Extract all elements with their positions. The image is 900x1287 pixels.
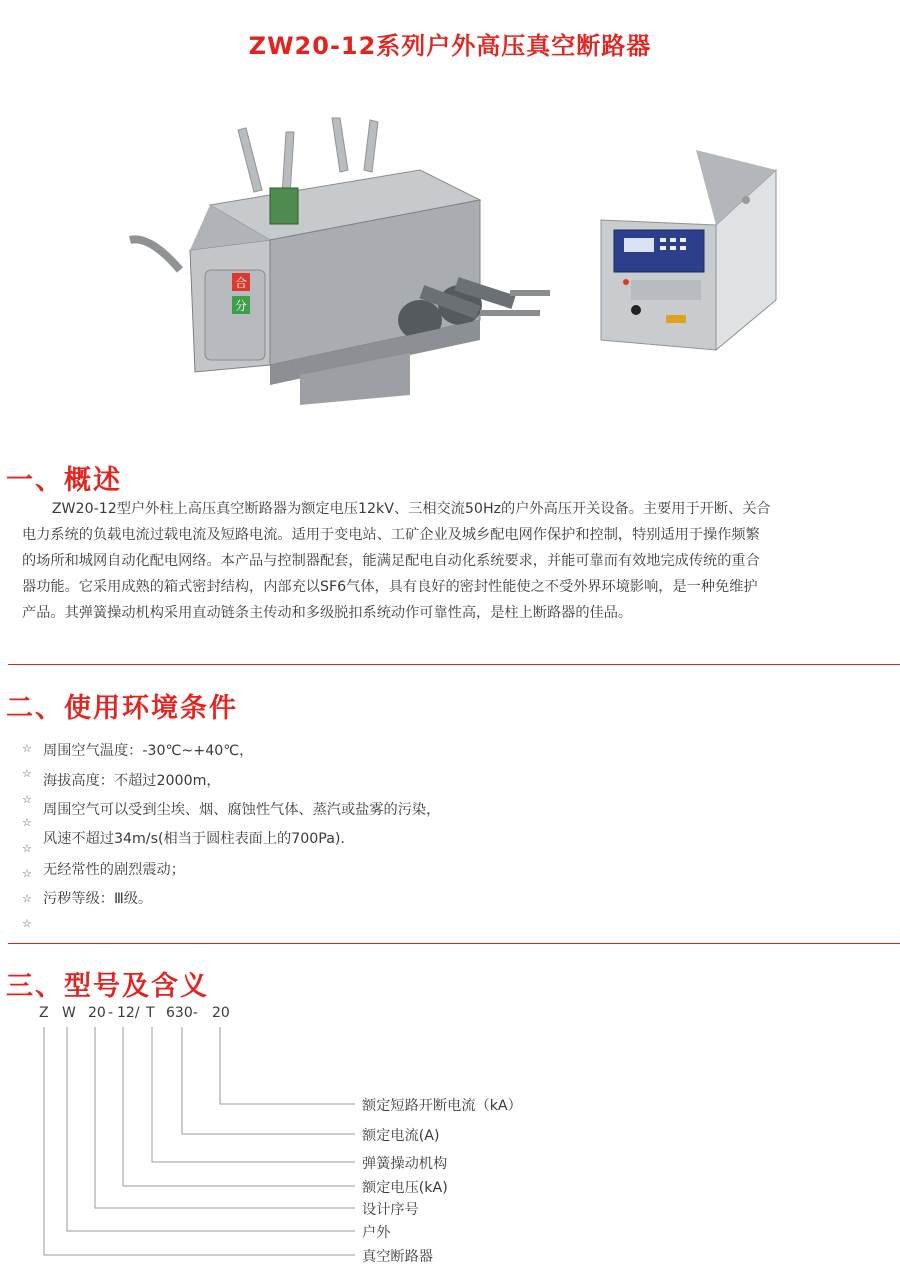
section-divider (8, 664, 900, 665)
model-code-connector-lines (0, 1015, 370, 1265)
model-meaning-item: 真空断路器 (362, 1249, 433, 1265)
section-heading-overview: 一、概述 (6, 465, 122, 496)
star-icon: ☆ (22, 867, 32, 880)
paragraph-line: 电力系统的负载电流过载电流及短路电流。适用于变电站、工矿企业及城乡配电网作保护和控制，特别适用于操作频繁 (22, 527, 760, 543)
model-code-part: 12/ (117, 1005, 140, 1021)
model-code-part: Z (39, 1005, 49, 1021)
model-code-part: W (62, 1005, 76, 1021)
paragraph-line: 的场所和城网自动化配电网络。本产品与控制器配套，能满足配电自动化系统要求，并能可靠而有效地完成传统的重合 (22, 553, 760, 569)
paragraph-line: 器功能。它采用成熟的箱式密封结构，内部充以SF6气体，具有良好的密封性能使之不受外界环境影响，是一种免维护 (22, 579, 758, 595)
star-icon: ☆ (22, 842, 32, 855)
paragraph-line: ZW20-12型户外柱上高压真空断路器为额定电压12kV、三相交流50Hz的户外高压开关设备。主要用于开断、关合 (51, 501, 771, 517)
section-heading-environment: 二、使用环境条件 (6, 693, 238, 724)
env-item: 污秽等级：Ⅲ级。 (43, 891, 153, 907)
breaker-image (120, 110, 560, 410)
model-meaning-item: 额定电流(A) (362, 1128, 440, 1144)
paragraph-line: 产品。其弹簧操动机构采用直动链条主传动和多级脱扣系统动作可靠性高，是柱上断路器的佳品。 (22, 605, 633, 621)
env-item: 周围空气可以受到尘埃、烟、腐蚀性气体、蒸汽或盐雾的污染， (43, 802, 441, 818)
section-heading-model: 三、型号及含义 (6, 971, 209, 1002)
page-title: ZW20-12系列户外高压真空断路器 (248, 32, 652, 60)
model-code-part: 630- (166, 1005, 198, 1021)
controller-image (596, 150, 786, 360)
overview-paragraph (22, 496, 900, 626)
svg-text:分: 分 (234, 299, 248, 313)
section-divider (8, 943, 900, 944)
model-meaning-item: 设计序号 (362, 1202, 419, 1218)
env-item: 周围空气温度：-30℃~+40℃， (43, 743, 254, 759)
model-code-part: 20 (88, 1005, 106, 1021)
star-icon: ☆ (22, 793, 32, 806)
model-code-part: - (108, 1005, 114, 1021)
star-icon: ☆ (22, 917, 32, 930)
env-item: 无经常性的剧烈震动； (43, 862, 185, 878)
model-meaning-item: 户外 (362, 1225, 391, 1241)
env-item: 海拔高度：不超过2000m， (43, 773, 221, 789)
env-item: 风速不超过34m/s(相当于圆柱表面上的700Pa). (43, 831, 345, 847)
model-meaning-item: 额定电压(kA) (362, 1180, 448, 1196)
model-meaning-item: 弹簧操动机构 (362, 1156, 448, 1172)
model-meaning-item: 额定短路开断电流（kA） (362, 1098, 522, 1114)
star-icon: ☆ (22, 816, 32, 829)
svg-text:合: 合 (234, 276, 248, 290)
star-icon: ☆ (22, 742, 32, 755)
star-icon: ☆ (22, 892, 32, 905)
star-icon: ☆ (22, 767, 32, 780)
model-code-part: T (146, 1005, 155, 1021)
model-code-part: 20 (212, 1005, 230, 1021)
